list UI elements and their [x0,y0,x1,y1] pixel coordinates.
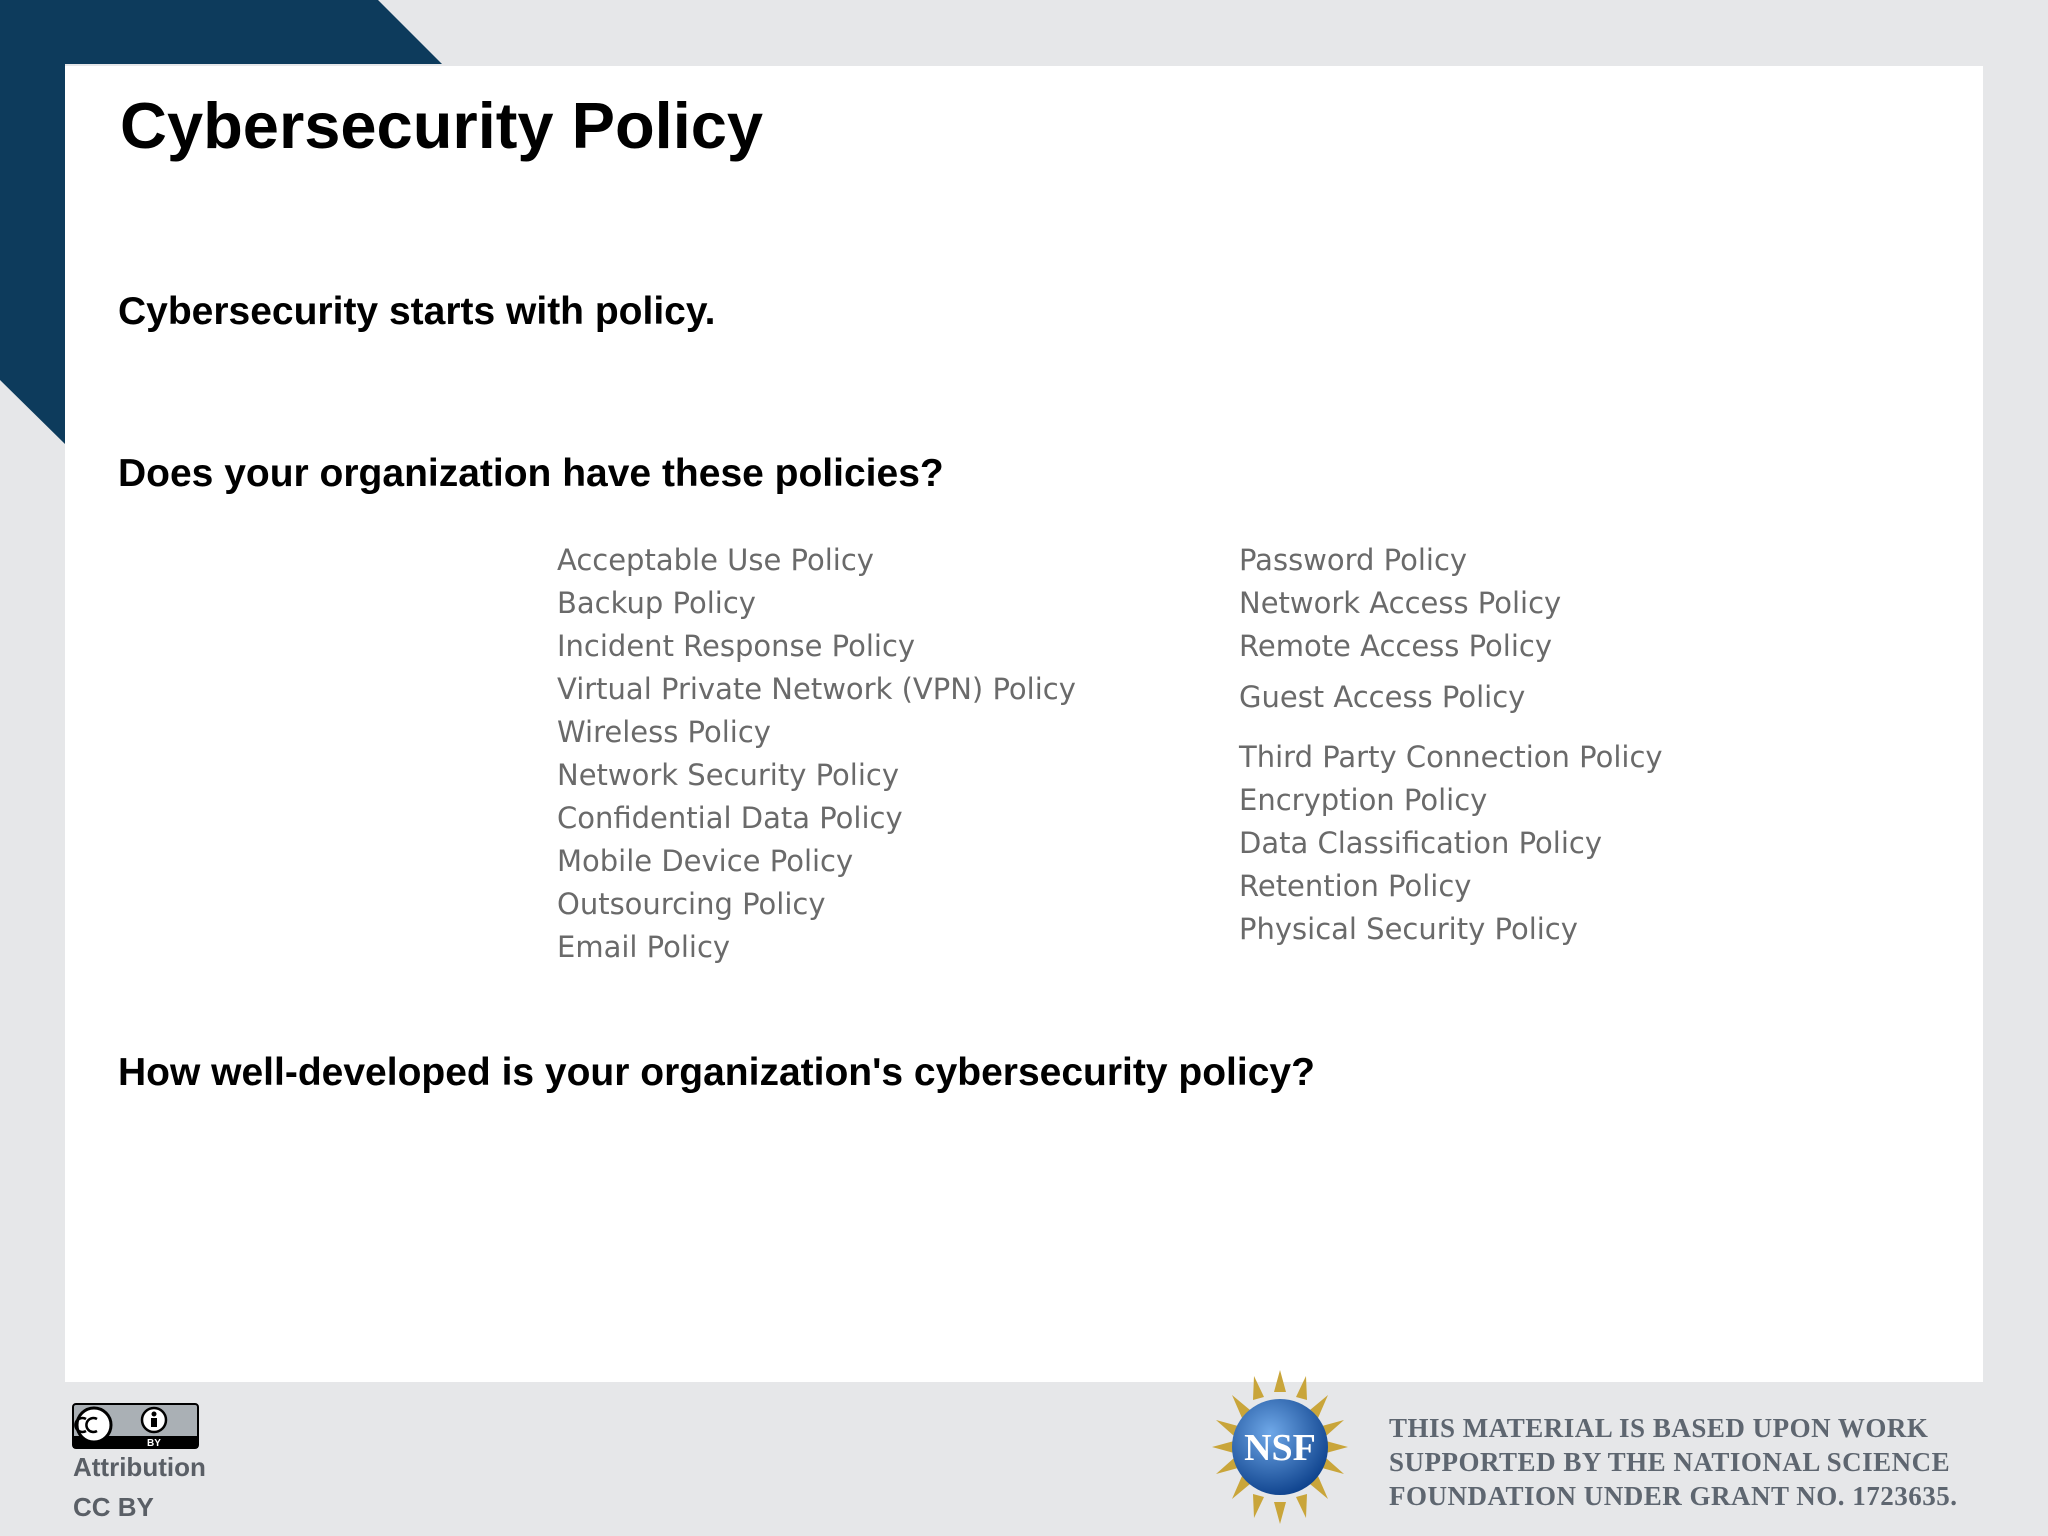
policy-item: Guest Access Policy [1239,680,1526,714]
policy-item: Virtual Private Network (VPN) Policy [557,672,1076,706]
policy-item: Acceptable Use Policy [557,543,874,577]
policy-item: Outsourcing Policy [557,887,826,921]
grant-line: FOUNDATION UNDER GRANT NO. 1723635. [1389,1481,1958,1511]
intro-statement: Cybersecurity starts with policy. [118,290,716,333]
policy-item: Backup Policy [557,586,756,620]
cc-badge-by-label: BY [147,1438,161,1449]
license-cc-by-label: CC BY [73,1492,154,1522]
policies-question: Does your organization have these policies? [118,452,944,495]
policy-item: Physical Security Policy [1239,912,1578,946]
grant-acknowledgement [1389,1411,2009,1513]
policy-item: Email Policy [557,930,731,964]
nsf-logo-text: NSF [1244,1427,1316,1469]
policy-list-right [1239,543,1879,955]
policy-item: Data Classification Policy [1239,826,1602,860]
license-attribution-label: Attribution [73,1452,206,1482]
cc-by-license-icon [72,1403,199,1449]
policy-item: Mobile Device Policy [557,844,854,878]
closing-question: How well-developed is your organization's cybersecurity policy? [118,1051,1315,1094]
policy-item: Retention Policy [1239,869,1472,903]
policy-list-left [557,543,1117,973]
policy-item: Network Security Policy [557,758,900,792]
policy-item: Network Access Policy [1239,586,1562,620]
nsf-logo [1212,1370,1348,1524]
policy-item: Password Policy [1239,543,1468,577]
policy-item: Third Party Connection Policy [1239,740,1663,774]
policy-item: Wireless Policy [557,715,771,749]
policy-item: Encryption Policy [1239,783,1488,817]
policy-item: Remote Access Policy [1239,629,1553,663]
policy-item: Incident Response Policy [557,629,916,663]
slide-title: Cybersecurity Policy [120,89,764,162]
grant-line: SUPPORTED BY THE NATIONAL SCIENCE [1389,1447,1951,1477]
grant-line: THIS MATERIAL IS BASED UPON WORK [1389,1413,1929,1443]
policy-item: Confidential Data Policy [557,801,903,835]
